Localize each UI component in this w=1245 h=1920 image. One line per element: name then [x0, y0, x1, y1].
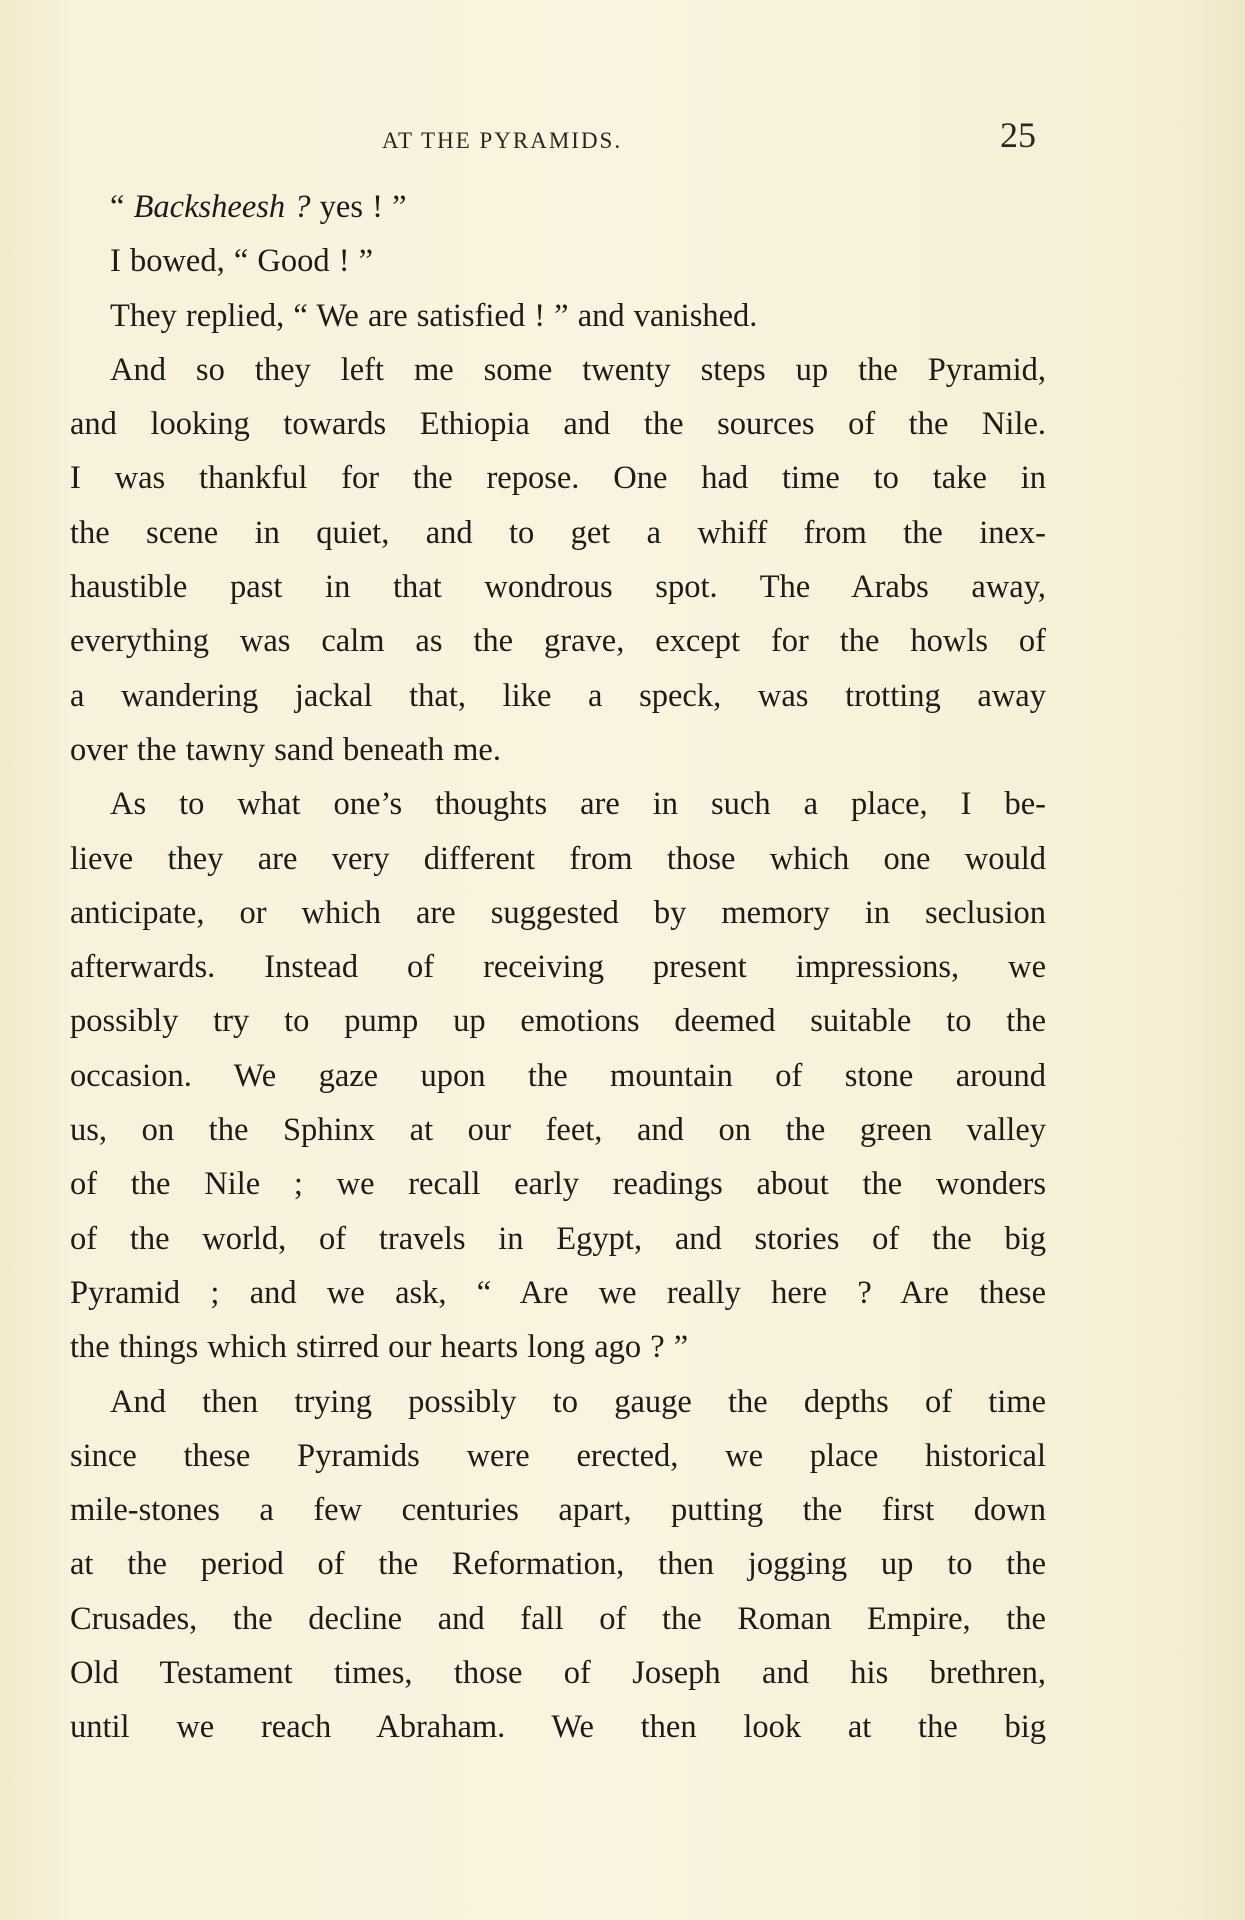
- page-number: 25: [1000, 115, 1036, 155]
- text-line: As to what one’s thoughts are in such a place, I be-: [110, 786, 1046, 823]
- text-line: And then trying possibly to gauge the depths of time: [110, 1383, 1046, 1420]
- text-line: us, on the Sphinx at our feet, and on the green valley: [70, 1112, 1046, 1149]
- text-line: a wandering jackal that, like a speck, was trotting away: [70, 677, 1046, 714]
- text-line: I was thankful for the repose. One had time to take in: [70, 460, 1046, 497]
- text-line: And so they left me some twenty steps up the Pyramid,: [110, 351, 1046, 388]
- text-line: the things which stirred our hearts long ago ? ”: [70, 1329, 689, 1366]
- text-line: at the period of the Reformation, then jogging up to the: [70, 1546, 1046, 1583]
- text-line: and looking towards Ethiopia and the sources of the Nile.: [70, 406, 1046, 443]
- text-line: They replied, “ We are satisfied ! ” and vanished.: [110, 297, 758, 334]
- open-quote: “: [110, 189, 134, 225]
- text-line: Crusades, the decline and fall of the Roman Empire, the: [70, 1600, 1046, 1637]
- italic-word: Backsheesh ?: [133, 189, 311, 225]
- running-head: AT THE PYRAMIDS.: [382, 128, 623, 153]
- text-line: afterwards. Instead of receiving present impressions, we: [70, 949, 1046, 986]
- text-line: occasion. We gaze upon the mountain of stone around: [70, 1057, 1046, 1094]
- text-line: Old Testament times, those of Joseph and his brethren,: [70, 1655, 1046, 1692]
- text-line: everything was calm as the grave, except for the howls of: [70, 623, 1046, 660]
- page-header: [0, 110, 1245, 160]
- body-text: [70, 180, 1046, 1755]
- text-line: of the Nile ; we recall early readings about the wonders: [70, 1166, 1046, 1203]
- text-line: [70, 180, 1046, 234]
- text-line: Pyramid ; and we ask, “ Are we really here ? Are these: [70, 1274, 1046, 1311]
- text-line: over the tawny sand beneath me.: [70, 731, 501, 768]
- text-line: of the world, of travels in Egypt, and stories of the big: [70, 1220, 1046, 1257]
- text-line: haustible past in that wondrous spot. The Arabs away,: [70, 569, 1046, 606]
- text-line: until we reach Abraham. We then look at the big: [70, 1709, 1046, 1746]
- text-line: mile-stones a few centuries apart, putting the first down: [70, 1492, 1046, 1529]
- text-line: since these Pyramids were erected, we place historical: [70, 1437, 1046, 1474]
- line-rest: yes ! ”: [310, 189, 407, 225]
- text-line: the scene in quiet, and to get a whiff from the inex-: [70, 514, 1046, 551]
- text-line: lieve they are very different from those which one would: [70, 840, 1046, 877]
- text-line: anticipate, or which are suggested by memory in seclusion: [70, 894, 1046, 931]
- text-line: I bowed, “ Good ! ”: [110, 243, 374, 280]
- text-line: possibly try to pump up emotions deemed suitable to the: [70, 1003, 1046, 1040]
